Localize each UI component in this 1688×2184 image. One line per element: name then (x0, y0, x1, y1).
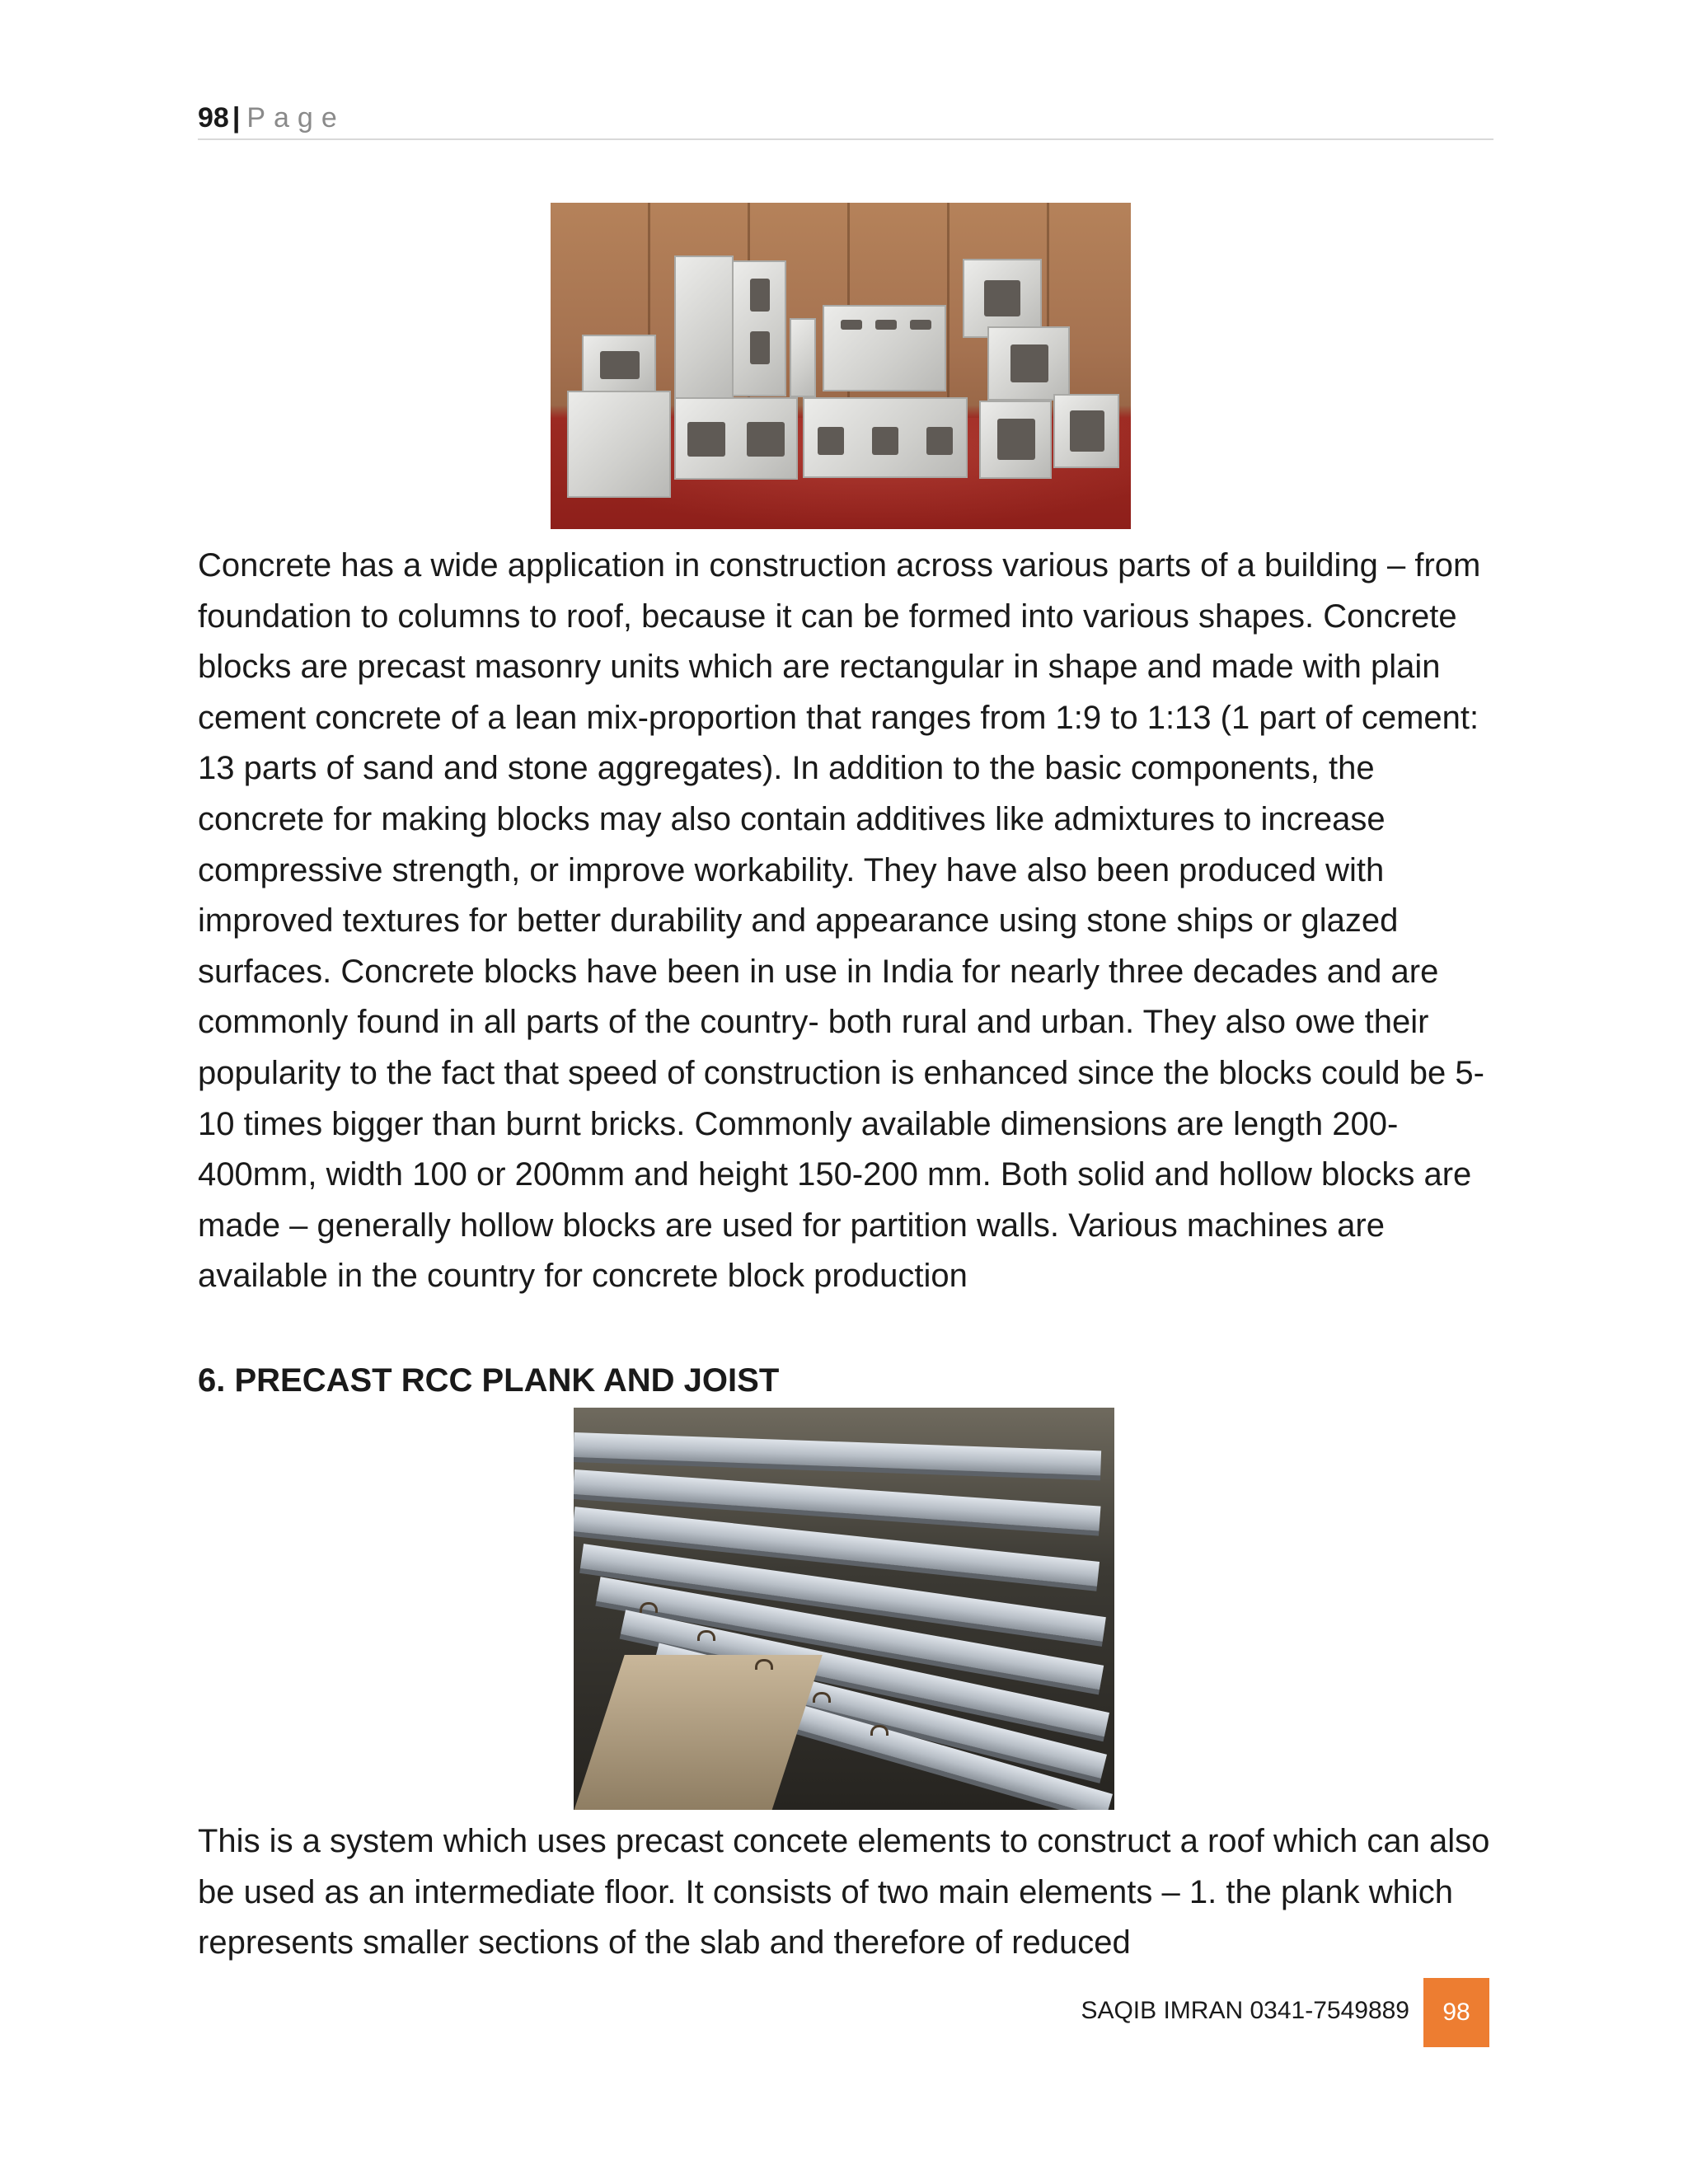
footer-page-number: 98 (1423, 1978, 1489, 2047)
rebar-loop (640, 1602, 658, 1613)
block (674, 397, 798, 480)
footer-author: SAQIB IMRAN 0341-7549889 (1081, 1997, 1409, 2024)
block (987, 326, 1070, 401)
page-header (198, 97, 1493, 140)
precast-planks-photo (574, 1408, 1114, 1810)
block (979, 401, 1052, 479)
rebar-loop (697, 1630, 715, 1641)
block (567, 391, 671, 498)
rebar-loop (755, 1659, 773, 1670)
joist-side (574, 1655, 823, 1810)
block (1053, 394, 1119, 468)
block (790, 318, 816, 397)
plank-joist-paragraph: This is a system which uses precast concete elements to construct a roof which can also be used as an intermediate floor. It consists of two main elements – 1. the plank which represents smaller sections of the slab and therefore of reduced (198, 1823, 1490, 1961)
block (823, 305, 946, 391)
plank (574, 1432, 1101, 1475)
block (732, 260, 786, 396)
header-page-number: 98 (198, 102, 229, 134)
block (674, 255, 734, 404)
block (582, 335, 656, 392)
header-separator: | (232, 102, 241, 134)
concrete-blocks-paragraph: Concrete has a wide application in construction across various parts of a building – from foundation to columns to roof, because it can be formed into various shapes. Concrete blocks are precast masonry units which are rectangular in shape and made with plain cement concrete of a lean mix-proportion that ranges from 1:9 to 1:13 (1 part of cement: 13 parts of sand and stone aggregates). In addition to the basic components, the concrete for making blocks may also contain additives like admixtures to increase compressive strength, or improve workability. They have also been produced with improved textures for better durability and appearance using stone ships or glazed surfaces. Concrete blocks have been in use in India for nearly three decades and are commonly found in all parts of the country- both rural and urban. They also owe their popularity to the fact that speed of construction is enhanced since the blocks could be 5-10 times bigger than burnt bricks. Commonly available dimensions are length 200-400mm, width 100 or 200mm and height 150-200 mm. Both solid and hollow blocks are made – generally hollow blocks are used for partition walls. Various machines are available in the country for concrete block production (198, 547, 1484, 1295)
block (803, 397, 968, 478)
rebar-loop (870, 1725, 889, 1736)
concrete-blocks-photo (551, 203, 1131, 529)
rebar-loop (813, 1692, 831, 1703)
header-page-word: Page (246, 102, 345, 134)
section-heading: 6. PRECAST RCC PLANK AND JOIST (198, 1362, 780, 1399)
